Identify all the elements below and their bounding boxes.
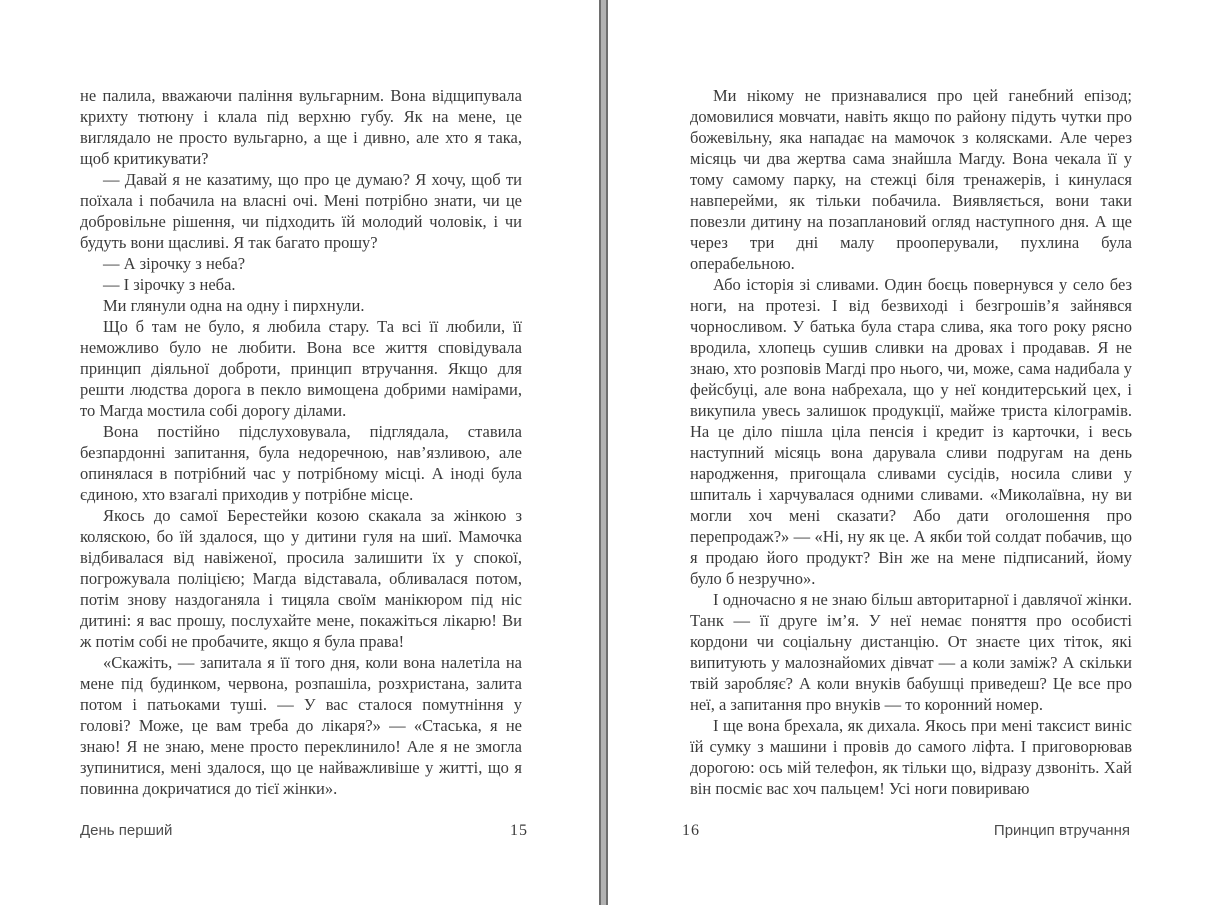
paragraph: Якось до самої Берестейки козою скакала за жінкою з коляскою, бо їй здалося, що у дитини гуля на шиї. Мамочка відбивалася від навіженої, просила залишити їх у спокої, погрожувала поліцією; Магда відставала, обливалася потом, потім знову наздоганяла і тицяла своїм манікюром під ніс дитині: я вас прошу, послухайте мене, покажіться лікарю! Ви ж потім собі не пробачите, якщо я була права!	[80, 506, 522, 651]
paragraph: Що б там не було, я любила стару. Та всі її любили, її неможливо було не любити. Вона все життя сповідувала принцип діяльної доброти, принцип втручання. Якщо для решти людства дорога в пекло вимощена добрими намірами, то Магда мостила собі дорогу ділами.	[80, 317, 522, 420]
right-page-text	[690, 85, 1132, 799]
paragraph: — Давай я не казатиму, що про це думаю? Я хочу, щоб ти поїхала і побачила на власні очі. Мені потрібно знати, чи це добровільне рішення, чи підходить їй молодий чоловік, і чи будуть вони щасливі. Я так багато прошу?	[80, 170, 522, 252]
paragraph: Ми глянули одна на одну і пирхнули.	[103, 296, 365, 315]
paragraph: «Скажіть, — запитала я її того дня, коли вона налетіла на мене під будинком, червона, розпашіла, розхристана, залита потом і патьоками туші. — У вас сталося помутніння у голові? Може, це вам треба до лікаря?» — «Стаська, я не знаю! Я не знаю, мене просто переклинило! Але я не змогла зупинитися, мені здалося, що це найважливіше у житті, що я повинна докричатися до тієї жінки».	[80, 653, 522, 798]
paragraph: — І зірочку з неба.	[103, 275, 236, 294]
paragraph: Ми нікому не признавалися про цей ганебний епізод; домовилися мовчати, навіть якщо по району підуть чутки про божевільну, яка нападає на мамочок з колясками. Але через місяць чи два жертва сама знайшла Магду. Вона чекала її у тому самому парку, на стежці біля тренажерів, і кинулася навперейми, як тільки побачила. Виявляється, вони таки повезли дитину на позаплановий огляд наступного дня. А ще через три дні малу прооперували, пухлина була операбельною.	[690, 86, 1132, 273]
running-title-left: День перший	[80, 822, 173, 839]
paragraph: Вона постійно підслуховувала, підглядала, ставила безпардонні запитання, була недоречною, нав’язливою, але опинялася в потрібний час у потрібному місці. А іноді була єдиною, хто взагалі приходив у потрібне місце.	[80, 422, 522, 504]
left-page-text	[80, 85, 522, 799]
book-spine	[599, 0, 608, 905]
paragraph: І одночасно я не знаю більш авторитарної і давлячої жінки. Танк — її друге ім’я. У неї немає поняття про особисті кордони чи соціальну дистанцію. От знаєте цих тіток, які випитують у малознайомих дівчат — а коли заміж? А скільки твій заробляє? А коли внуків бабушці приведеш? Це все про неї, а запитання про внуків — то коронний номер.	[690, 590, 1132, 714]
paragraph: — А зірочку з неба?	[103, 254, 246, 273]
running-title-right: Принцип втручання	[993, 822, 1130, 839]
paragraph: І ще вона брехала, як дихала. Якось при мені таксист виніс їй сумку з машини і провів до самого ліфта. І приговорював дорогою: ось мій телефон, як тільки що, відразу дзвоніть. Хай він посміє вас хоч пальцем! Усі ноги повириваю	[690, 716, 1132, 798]
paragraph: Або історія зі сливами. Один боєць повернувся у село без ноги, на протезі. І від безвиході і безгрошів’я зайнявся чорносливом. У батька була стара слива, яка того року рясно вродила, хлопець сушив сливки на дровах і продавав. Я не знаю, хто розповів Магді про нього, чи, може, сама надибала у фейсбуці, але вона набрехала, що у неї кондитерський цех, і викупила увесь залишок продукції, майже триста кілограмів. На це діло пішла ціла пенсія і кредит із карточки, і весь наступний місяць вона дарувала сливи подругам на день народження, пригощала сливами сусідів, носила сливи у шпиталь і харчувалася одними сливами. «Миколаївна, ну ви могли хоч мені сказати? Або дати оголошення про перепродаж?» — «Ні, ну як це. А якби той солдат побачив, що я продаю його продукт? Він же на мене підписаний, йому було б незручно».	[690, 275, 1132, 588]
page-number-right: 16	[682, 822, 700, 839]
page-number-left: 15	[510, 822, 528, 839]
right-page-footer	[682, 822, 1130, 844]
paragraph: не палила, вважаючи паління вульгарним. Вона відщипувала крихту тютюну і клала під верхню губу. Як на мене, це виглядало не просто вульгарно, а ще і дивно, але хто я така, щоб критикувати?	[80, 86, 522, 168]
left-page-footer	[80, 822, 528, 844]
